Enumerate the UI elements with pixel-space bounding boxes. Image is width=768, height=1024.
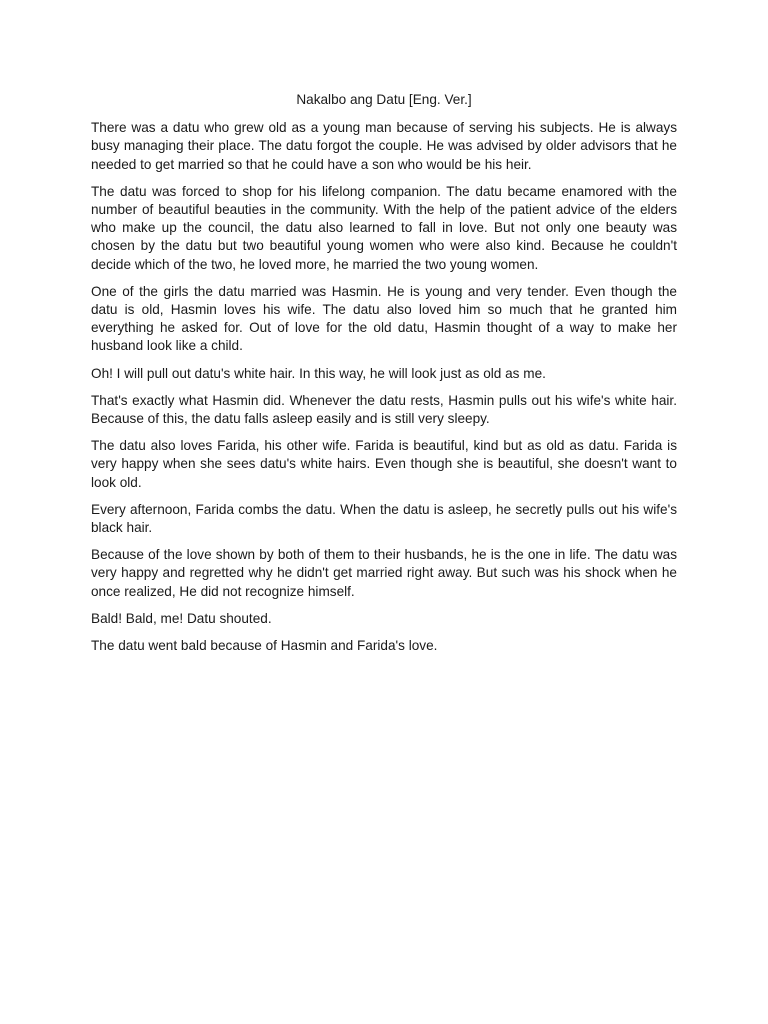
- paragraph-3: One of the girls the datu married was Hasmin. He is young and very tender. Even though the datu is old, Hasmin loves his wife. The datu also loved him so much that he granted him everything he asked for. Out of love for the old datu, Hasmin thought of a way to make her husband look like a child.: [91, 283, 677, 354]
- paragraph-7: Every afternoon, Farida combs the datu. When the datu is asleep, he secretly pulls out his wife's black hair.: [91, 501, 677, 536]
- paragraph-1: There was a datu who grew old as a young man because of serving his subjects. He is always busy managing their place. The datu forgot the couple. He was advised by older advisors that he needed to get married so that he could have a son who would be his heir.: [91, 120, 677, 172]
- document-body: [91, 91, 677, 664]
- paragraph-9: Bald! Bald, me! Datu shouted.: [91, 610, 272, 626]
- document-title: Nakalbo ang Datu [Eng. Ver.]: [296, 92, 472, 107]
- paragraph-2: The datu was forced to shop for his lifelong companion. The datu became enamored with the number of beautiful beauties in the community. With the help of the patient advice of the elders who make up the council, the datu also learned to fall in love. But not only one beauty was chosen by the datu but two beautiful young women who were also kind. Because he couldn't decide which of the two, he loved more, he married the two young women.: [91, 183, 677, 272]
- paragraph-8: Because of the love shown by both of them to their husbands, he is the one in life. The datu was very happy and regretted why he didn't get married right away. But such was his shock when he once realized, He did not recognize himself.: [91, 547, 677, 599]
- paragraph-6: The datu also loves Farida, his other wife. Farida is beautiful, kind but as old as datu. Farida is very happy when she sees datu's white hairs. Even though she is beautiful, she doesn't want to look old.: [91, 438, 677, 490]
- paragraph-5: That's exactly what Hasmin did. Whenever the datu rests, Hasmin pulls out his wife's white hair. Because of this, the datu falls asleep easily and is still very sleepy.: [91, 392, 677, 427]
- paragraph-4: Oh! I will pull out datu's white hair. In this way, he will look just as old as me.: [91, 365, 546, 381]
- paragraph-10: The datu went bald because of Hasmin and Farida's love.: [91, 638, 438, 654]
